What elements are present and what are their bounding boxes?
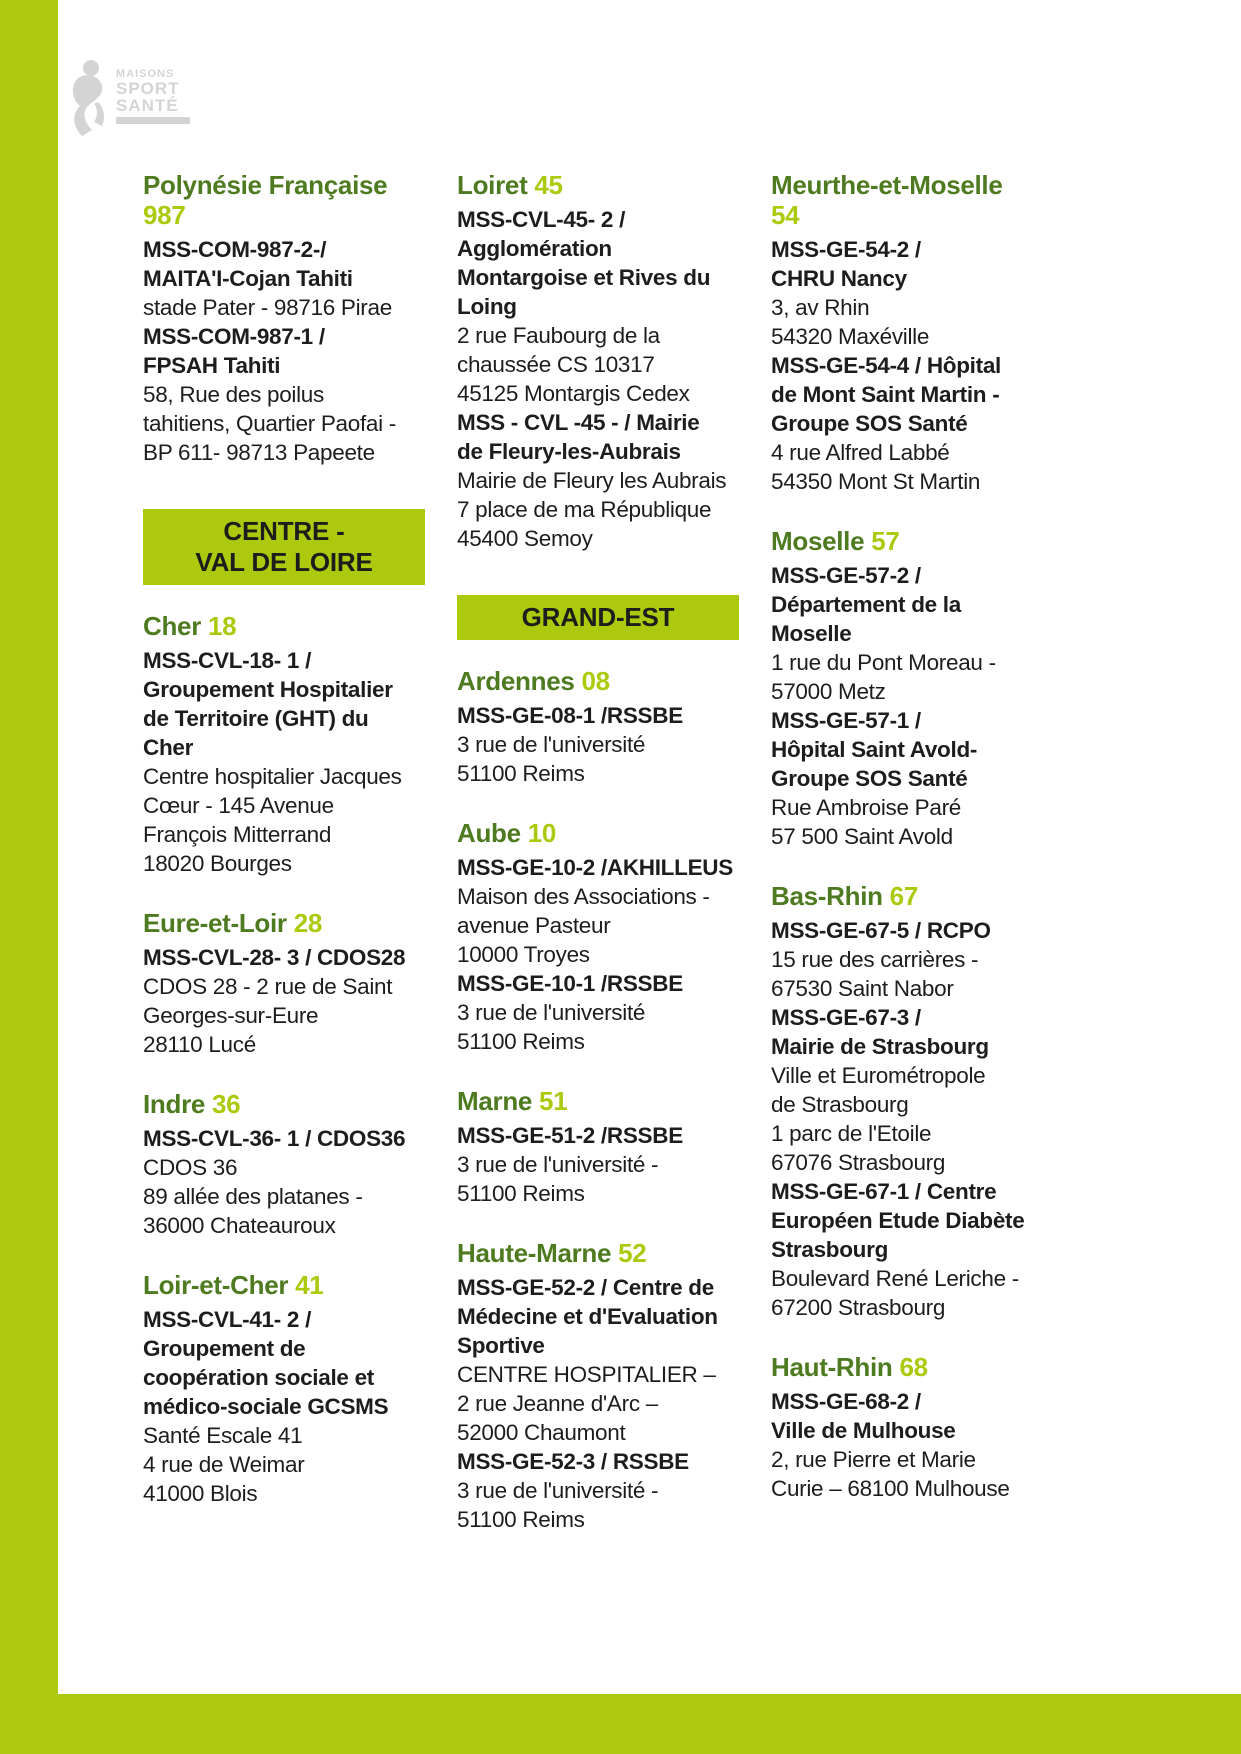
mss-code-line: de Mont Saint Martin - — [771, 382, 1000, 407]
address-line: 28110 Lucé — [143, 1032, 256, 1057]
address-line: 54320 Maxéville — [771, 324, 930, 349]
address-line: 51100 Reims — [457, 1507, 585, 1532]
mss-code-line: coopération sociale et — [143, 1365, 374, 1390]
mss-code-line: MSS-CVL-18- 1 / — [143, 648, 312, 673]
mss-code-line: MSS-GE-10-1 /RSSBE — [457, 971, 683, 996]
department-name: Ardennes — [457, 666, 575, 696]
directory-column-2 — [457, 170, 763, 1564]
address-line: 4 rue Alfred Labbé — [771, 440, 950, 465]
department-name: Bas-Rhin — [771, 881, 883, 911]
department-number: 45 — [534, 170, 563, 200]
department-number: 28 — [293, 908, 323, 938]
mss-code-line: Médecine et d'Evaluation — [457, 1304, 718, 1329]
address-line: 51100 Reims — [457, 761, 585, 786]
department-name: Moselle — [771, 526, 865, 556]
page-left-border — [0, 0, 58, 1754]
mss-code-line: MSS-CVL-41- 2 / — [143, 1307, 312, 1332]
address-line: 3 rue de l'université - — [457, 1152, 659, 1177]
address-line: 57 500 Saint Avold — [771, 824, 953, 849]
address-line: 4 rue de Weimar — [143, 1452, 305, 1477]
department-heading — [771, 1352, 1077, 1382]
address-line: 1 rue du Pont Moreau - — [771, 650, 996, 675]
mss-code-line: de Fleury-les-Aubrais — [457, 439, 681, 464]
mss-code-line: Européen Etude Diabète — [771, 1208, 1025, 1233]
department-section — [143, 908, 449, 1059]
address-line: 67076 Strasbourg — [771, 1150, 946, 1175]
mss-code-line: MAITA'I-Cojan Tahiti — [143, 266, 353, 291]
department-heading — [457, 666, 763, 696]
mss-code-line: MSS-GE-52-2 / Centre de — [457, 1275, 714, 1300]
address-line: 58, Rue des poilus — [143, 382, 324, 407]
region-banner-line: VAL DE LOIRE — [195, 547, 373, 577]
address-line: CENTRE HOSPITALIER – — [457, 1362, 716, 1387]
department-heading — [771, 170, 1077, 230]
department-name: Loiret — [457, 170, 528, 200]
region-banner-line: CENTRE - — [223, 516, 345, 546]
address-line: stade Pater - 98716 Pirae — [143, 295, 392, 320]
department-number: 987 — [143, 200, 186, 230]
department-number: 68 — [899, 1352, 928, 1382]
mss-code-line: Groupement de — [143, 1336, 306, 1361]
department-number: 54 — [771, 200, 800, 230]
address-line: 2 rue Jeanne d'Arc – — [457, 1391, 658, 1416]
mss-code-line: FPSAH Tahiti — [143, 353, 281, 378]
department-section — [771, 526, 1077, 851]
mss-code-line: MSS-GE-10-2 /AKHILLEUS — [457, 855, 733, 880]
department-name: Indre — [143, 1089, 206, 1119]
department-name: Meurthe-et-Moselle — [771, 170, 1003, 200]
address-line: Rue Ambroise Paré — [771, 795, 961, 820]
address-line: 3 rue de l'université - — [457, 1478, 659, 1503]
mss-code-line: Montargoise et Rives du — [457, 265, 711, 290]
address-line: 67530 Saint Nabor — [771, 976, 954, 1001]
mss-code-line: MSS-GE-67-3 / — [771, 1005, 921, 1030]
department-heading — [143, 908, 449, 938]
department-section — [143, 1089, 449, 1240]
address-line: 54350 Mont St Martin — [771, 469, 981, 494]
department-heading — [143, 1089, 449, 1119]
department-section — [771, 881, 1077, 1322]
department-heading — [457, 818, 763, 848]
mss-code-line: MSS-GE-57-2 / — [771, 563, 921, 588]
mss-code-line: Strasbourg — [771, 1237, 889, 1262]
address-line: 67200 Strasbourg — [771, 1295, 946, 1320]
address-line: 3 rue de l'université — [457, 732, 646, 757]
address-line: Curie – 68100 Mulhouse — [771, 1476, 1010, 1501]
department-number: 52 — [618, 1238, 647, 1268]
department-number: 08 — [581, 666, 610, 696]
mss-code-line: CHRU Nancy — [771, 266, 907, 291]
region-banner-line: GRAND-EST — [521, 602, 675, 632]
address-line: Centre hospitalier Jacques — [143, 764, 402, 789]
department-number: 57 — [871, 526, 900, 556]
department-number: 41 — [295, 1270, 324, 1300]
department-number: 18 — [207, 611, 237, 641]
mss-code-line: Moselle — [771, 621, 852, 646]
department-number: 51 — [539, 1086, 568, 1116]
department-heading — [143, 1270, 449, 1300]
department-section — [457, 1238, 763, 1534]
department-section — [771, 170, 1077, 496]
department-number: 36 — [212, 1089, 241, 1119]
mss-code-line: MSS-CVL-36- 1 / CDOS36 — [143, 1126, 406, 1151]
mss-code-line: MSS-GE-67-1 / Centre — [771, 1179, 997, 1204]
address-line: Mairie de Fleury les Aubrais — [457, 468, 727, 493]
address-line: chaussée CS 10317 — [457, 352, 655, 377]
mss-code-line: MSS-GE-54-2 / — [771, 237, 921, 262]
address-line: 36000 Chateauroux — [143, 1213, 336, 1238]
address-line: Ville et Eurométropole — [771, 1063, 986, 1088]
address-line: de Strasbourg — [771, 1092, 909, 1117]
department-heading — [143, 611, 449, 641]
address-line: CDOS 28 - 2 rue de Saint — [143, 974, 393, 999]
mss-code-line: de Territoire (GHT) du — [143, 706, 369, 731]
mss-code-line: MSS-GE-08-1 /RSSBE — [457, 703, 683, 728]
directory-column-3 — [771, 170, 1077, 1533]
page-bottom-border — [0, 1694, 1241, 1754]
mss-code-line: Ville de Mulhouse — [771, 1418, 956, 1443]
address-line: 3, av Rhin — [771, 295, 870, 320]
address-line: François Mitterrand — [143, 822, 332, 847]
department-name: Eure-et-Loir — [143, 908, 287, 938]
maisons-sport-sante-logo — [64, 56, 190, 140]
department-heading — [457, 170, 763, 200]
mss-code-line: MSS-CVL-45- 2 / — [457, 207, 626, 232]
department-name: Haute-Marne — [457, 1238, 612, 1268]
mss-code-line: Groupe SOS Santé — [771, 411, 968, 436]
address-line: 3 rue de l'université — [457, 1000, 646, 1025]
address-line: CDOS 36 — [143, 1155, 238, 1180]
mss-code-line: Mairie de Strasbourg — [771, 1034, 989, 1059]
department-section — [457, 666, 763, 788]
department-section — [457, 818, 763, 1056]
mss-code-line: Hôpital Saint Avold- — [771, 737, 978, 762]
department-section — [771, 1352, 1077, 1503]
department-section — [143, 1270, 449, 1508]
mss-code-line: Département de la — [771, 592, 961, 617]
department-heading — [771, 526, 1077, 556]
address-line: 52000 Chaumont — [457, 1420, 626, 1445]
logo-word-sport: SPORT — [116, 79, 180, 98]
address-line: 2, rue Pierre et Marie — [771, 1447, 976, 1472]
mss-code-line: MSS-GE-57-1 / — [771, 708, 921, 733]
mss-code-line: médico-sociale GCSMS — [143, 1394, 389, 1419]
address-line: 7 place de ma République — [457, 497, 712, 522]
department-name: Marne — [457, 1086, 533, 1116]
mss-code-line: Groupement Hospitalier — [143, 677, 393, 702]
department-section — [457, 1086, 763, 1208]
address-line: 2 rue Faubourg de la — [457, 323, 660, 348]
department-heading — [771, 881, 1077, 911]
mss-code-line: Loing — [457, 294, 517, 319]
mss-code-line: Groupe SOS Santé — [771, 766, 968, 791]
address-line: Georges-sur-Eure — [143, 1003, 319, 1028]
mss-code-line: Sportive — [457, 1333, 545, 1358]
address-line: Cœur - 145 Avenue — [143, 793, 334, 818]
address-line: 45125 Montargis Cedex — [457, 381, 690, 406]
address-line: 51100 Reims — [457, 1029, 585, 1054]
mss-code-line: Agglomération — [457, 236, 612, 261]
address-line: 15 rue des carrières - — [771, 947, 979, 972]
department-name: Haut-Rhin — [771, 1352, 893, 1382]
mss-code-line: MSS-COM-987-2-/ — [143, 237, 327, 262]
address-line: 1 parc de l'Etoile — [771, 1121, 932, 1146]
address-line: 18020 Bourges — [143, 851, 292, 876]
department-number: 10 — [527, 818, 557, 848]
department-name: Cher — [143, 611, 202, 641]
address-line: Boulevard René Leriche - — [771, 1266, 1019, 1291]
mss-code-line: MSS-COM-987-1 / — [143, 324, 325, 349]
address-line: Maison des Associations - — [457, 884, 710, 909]
logo-word-sante: SANTÉ — [116, 96, 179, 115]
region-banner — [457, 595, 739, 640]
department-heading — [457, 1238, 763, 1268]
address-line: BP 611- 98713 Papeete — [143, 440, 375, 465]
mss-code-line: MSS-CVL-28- 3 / CDOS28 — [143, 945, 406, 970]
address-line: Santé Escale 41 — [143, 1423, 303, 1448]
logo-word-maisons: MAISONS — [116, 68, 175, 80]
region-banner — [143, 509, 425, 585]
address-line: avenue Pasteur — [457, 913, 611, 938]
department-section — [143, 611, 449, 878]
address-line: 45400 Semoy — [457, 526, 593, 551]
department-name: Loir-et-Cher — [143, 1270, 289, 1300]
address-line: 41000 Blois — [143, 1481, 258, 1506]
department-section — [143, 170, 449, 467]
mss-code-line: MSS-GE-52-3 / RSSBE — [457, 1449, 689, 1474]
mss-code-line: MSS - CVL -45 - / Mairie — [457, 410, 700, 435]
department-heading — [143, 170, 449, 230]
department-heading — [457, 1086, 763, 1116]
logo-figure-icon — [64, 56, 112, 140]
directory-column-1 — [143, 170, 449, 1538]
mss-code-line: MSS-GE-51-2 /RSSBE — [457, 1123, 683, 1148]
logo-underline — [116, 117, 190, 124]
department-name: Polynésie Française — [143, 170, 388, 200]
mss-code-line: MSS-GE-67-5 / RCPO — [771, 918, 991, 943]
address-line: 10000 Troyes — [457, 942, 590, 967]
address-line: 89 allée des platanes - — [143, 1184, 363, 1209]
address-line: tahitiens, Quartier Paofai - — [143, 411, 396, 436]
department-name: Aube — [457, 818, 521, 848]
address-line: 51100 Reims — [457, 1181, 585, 1206]
address-line: 57000 Metz — [771, 679, 886, 704]
department-number: 67 — [889, 881, 918, 911]
department-section — [457, 170, 763, 553]
mss-code-line: MSS-GE-54-4 / Hôpital — [771, 353, 1001, 378]
mss-code-line: Cher — [143, 735, 194, 760]
mss-code-line: MSS-GE-68-2 / — [771, 1389, 921, 1414]
